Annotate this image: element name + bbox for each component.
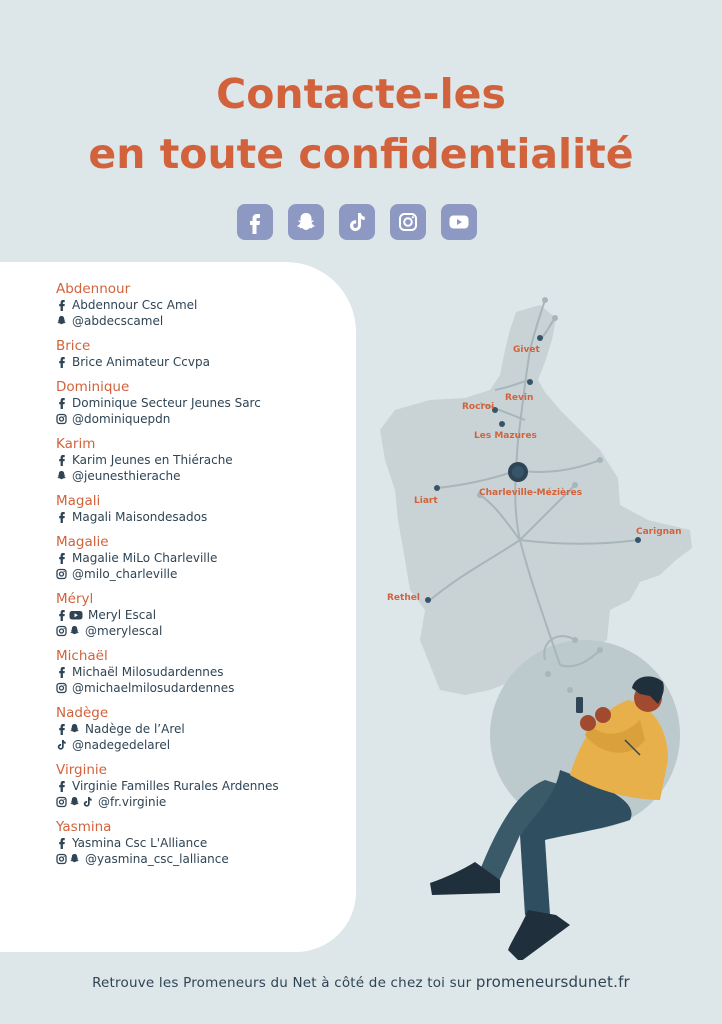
contact-handle-line[interactable] [56,297,346,313]
contact-name: Michaël [56,648,108,664]
city-label-liart: Liart [414,496,438,506]
contact-handle-line[interactable] [56,721,346,737]
facebook-icon [56,397,67,409]
facebook-icon [56,356,67,368]
contact-name: Brice [56,338,91,354]
city-label-rethel: Rethel [387,593,420,603]
contact-handle-line[interactable] [56,566,346,582]
city-dot-carignan [635,537,641,543]
contact-name: Yasmina [56,819,112,835]
city-dot-givet [537,335,543,341]
contact-handle-line[interactable] [56,794,346,810]
contact-handle-line[interactable] [56,835,346,851]
snapchat-icon [56,315,67,327]
page-title-line1: Contacte-les [216,70,506,118]
contact-item [56,819,346,867]
contact-handle-text: Nadège de l’Arel [85,722,185,736]
facebook-icon [56,837,67,849]
contact-handle-text: @merylescal [85,624,163,638]
instagram-icon [56,853,67,865]
contact-handle-line[interactable] [56,468,346,484]
instagram-icon [56,682,67,694]
contact-handle-line[interactable] [56,395,346,411]
city-label-givet: Givet [513,345,540,355]
contact-handle-text: @jeunesthierache [72,469,181,483]
contact-item [56,591,346,639]
contact-handle-line[interactable] [56,411,346,427]
contact-handle-line[interactable] [56,354,346,370]
tiktok-icon [82,796,93,808]
facebook-icon [56,454,67,466]
city-dot-rethel [425,597,431,603]
snapchat-icon [69,625,80,637]
contact-item [56,534,346,582]
contact-item [56,281,346,329]
contact-handle-text: Karim Jeunes en Thiérache [72,453,233,467]
contact-handle-text: Virginie Familles Rurales Ardennes [72,779,279,793]
contact-handle-text: @milo_charleville [72,567,178,581]
contact-handle-line[interactable] [56,778,346,794]
facebook-icon [56,723,67,735]
footer-link[interactable]: promeneursdunet.fr [475,973,630,991]
contact-handle-text: @dominiquepdn [72,412,171,426]
contact-handle-text: Brice Animateur Ccvpa [72,355,210,369]
contact-handle-text: Michaël Milosudardennes [72,665,224,679]
contact-item [56,648,346,696]
city-dot-les-mazures [499,421,505,427]
contact-item [56,338,346,370]
tiktok-icon [56,739,67,751]
snapchat-icon [69,853,80,865]
contact-handle-text: @michaelmilosudardennes [72,681,235,695]
instagram-icon [56,625,67,637]
contact-name: Magali [56,493,101,509]
contact-handle-text: Magali Maisondesados [72,510,208,524]
contact-item [56,436,346,484]
contact-handle-text: Magalie MiLo Charleville [72,551,218,565]
contact-handle-text: @abdecscamel [72,314,164,328]
contact-handle-line[interactable] [56,623,346,639]
city-label-carignan: Carignan [636,527,682,537]
facebook-icon [56,609,67,621]
instagram-icon [56,568,67,580]
contact-handle-line[interactable] [56,664,346,680]
youtube-icon [69,609,83,621]
contact-handle-line[interactable] [56,550,346,566]
contact-handle-line[interactable] [56,680,346,696]
contact-handle-text: @yasmina_csc_lalliance [85,852,229,866]
footer-text: Retrouve les Promeneurs du Net à côté de chez toi sur [92,975,472,991]
city-label-les-mazures: Les Mazures [474,431,537,441]
snapchat-icon [69,796,80,808]
contact-handle-text: @nadegedelarel [72,738,171,752]
contact-name: Nadège [56,705,109,721]
contact-handle-line[interactable] [56,851,346,867]
contact-name: Méryl [56,591,94,607]
contact-item [56,705,346,753]
instagram-icon [56,413,67,425]
contact-handle-text: @fr.virginie [98,795,167,809]
contact-handle-text: Yasmina Csc L'Alliance [72,836,208,850]
contact-handle-text: Dominique Secteur Jeunes Sarc [72,396,261,410]
contact-handle-line[interactable] [56,509,346,525]
contact-name: Virginie [56,762,107,778]
facebook-icon [56,511,67,523]
contact-name: Karim [56,436,96,452]
facebook-icon [56,552,67,564]
city-dot-revin [527,379,533,385]
city-label-revin: Revin [505,393,534,403]
contact-list [56,281,346,876]
city-label-rocroi: Rocroi [462,402,495,412]
contact-handle-text: Abdennour Csc Amel [72,298,198,312]
facebook-icon [56,666,67,678]
snapchat-icon [69,723,80,735]
contact-name: Abdennour [56,281,131,297]
city-dot-liart [434,485,440,491]
instagram-icon [56,796,67,808]
contact-handle-line[interactable] [56,607,346,623]
contact-handle-line[interactable] [56,737,346,753]
facebook-icon [56,299,67,311]
contact-handle-line[interactable] [56,313,346,329]
contact-name: Dominique [56,379,130,395]
page-title-line2: en toute confidentialité [88,130,634,178]
contact-name: Magalie [56,534,109,550]
snapchat-icon [56,470,67,482]
contact-item [56,493,346,525]
footer [0,973,722,991]
contact-handle-text: Meryl Escal [88,608,157,622]
contact-item [56,762,346,810]
facebook-icon [56,780,67,792]
contact-item [56,379,346,427]
contact-handle-line[interactable] [56,452,346,468]
city-label-charleville: Charleville-Mézières [479,488,583,498]
